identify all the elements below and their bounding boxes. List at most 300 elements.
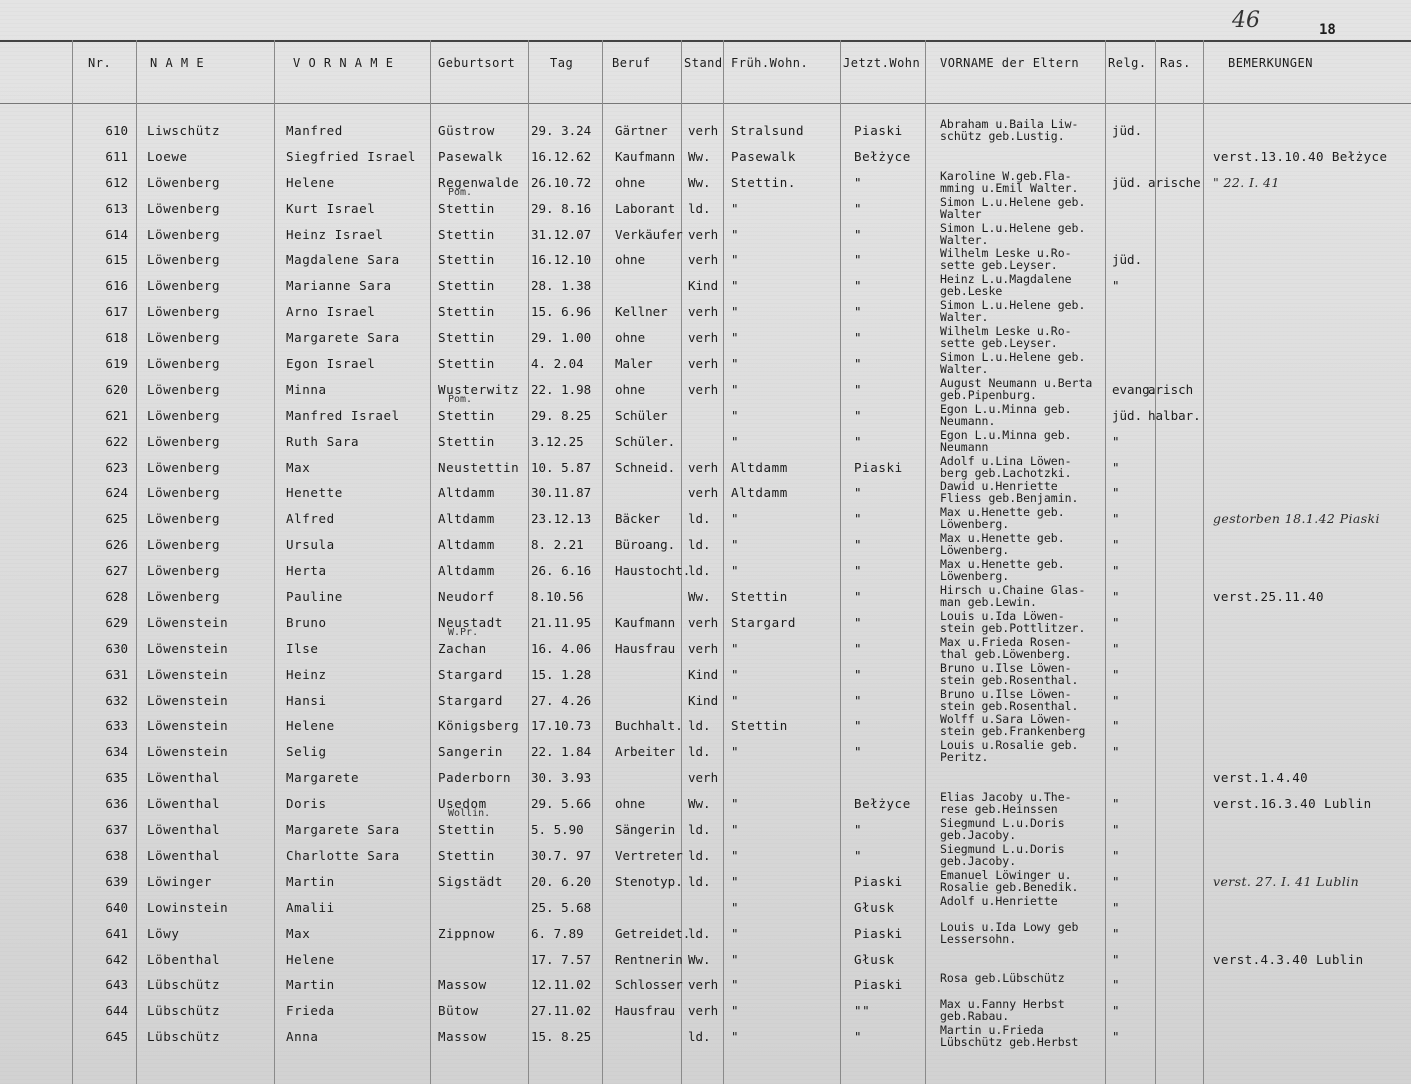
birthplace-cell: Pasewalk [438,148,504,164]
current-residence-cell: "" [854,1003,871,1019]
former-residence-cell: " [731,951,740,967]
occupation-cell: Schlosser [615,977,683,993]
parents-line-1-cell: Max u.Fanny Herbst [940,997,1065,1012]
remark-cell: verst.16.3.40 Lublin [1213,796,1372,812]
birth-date-cell: 15. 8.25 [531,1029,592,1045]
current-residence-cell: Głusk [854,899,895,915]
religion-cell: jüd. [1112,407,1143,423]
current-residence-cell: " [854,485,863,501]
parents-line-2-cell: Lübschütz geb.Herbst [940,1035,1079,1050]
former-residence-cell: " [731,822,740,838]
religion-cell: jüd. [1112,252,1143,268]
marital-status-cell: Ww. [688,148,711,164]
given-name-cell: Max [286,925,311,941]
former-residence-cell: " [731,252,740,268]
parents-line-1-cell: Egon L.u.Minna geb. [940,427,1072,442]
surname-cell: Löwenberg [147,330,221,346]
religion-cell: " [1112,925,1120,941]
header-tag: Tag [550,56,574,70]
given-name-cell: Kurt Israel [286,200,376,216]
current-residence-cell: Piaski [854,925,903,941]
parents-line-1-cell: Bruno u.Ilse Löwen- [940,660,1072,675]
occupation-cell: Gärtner [615,123,668,138]
birth-date-cell: 30. 3.93 [531,770,592,786]
religion-cell: " [1112,951,1120,967]
table-row [0,505,1411,535]
birthplace-cell: Neustettin [438,459,520,475]
former-residence-cell: Stargard [731,614,797,630]
table-row [0,220,1411,251]
parents-line-2-cell: stein geb.Pottlitzer. [940,620,1086,635]
remark-cell: verst.1.4.40 [1213,770,1309,786]
birth-date-cell: 15. 1.28 [531,666,592,682]
religion-cell: " [1112,666,1120,682]
row-number-cell: 630 [105,640,128,656]
header-geburtsort: Geburtsort [438,56,516,70]
parents-line-2-cell: Löwenberg. [940,569,1010,584]
parents-line-2-cell: sette geb.Leyser. [940,336,1058,351]
row-number-cell: 618 [105,330,128,346]
remark-cell: verst.13.10.40 Bełżyce [1213,148,1388,164]
header-eltern: VORNAME der Eltern [940,56,1080,70]
parents-line-1-cell: Dawid u.Henriette [940,479,1058,494]
birth-date-cell: 17.10.73 [531,718,592,734]
current-residence-cell: " [854,822,863,838]
given-name-cell: Marianne Sara [286,278,392,294]
religion-cell: " [1112,1029,1120,1045]
religion-cell: " [1112,459,1120,475]
surname-cell: Löwenstein [147,640,229,656]
parents-line-2-cell: thal geb.Löwenberg. [940,646,1072,661]
surname-cell: Löwenthal [147,770,221,786]
table-row [0,272,1411,302]
table-row [0,583,1411,613]
occupation-cell: Buchhalt. [615,718,683,734]
parents-line-1-cell: Max u.Frieda Rosen- [940,634,1072,649]
header-name: N A M E [150,56,205,70]
surname-cell: Löwenthal [147,796,221,812]
former-residence-cell: " [731,511,740,527]
birthplace-cell: Stettin [438,822,495,838]
current-residence-cell: " [854,511,863,527]
religion-cell: " [1112,614,1120,630]
parents-line-2-cell: Rosalie geb.Benedik. [940,879,1079,894]
marital-status-cell: ld. [688,537,711,553]
race-note-cell: halbar. [1148,407,1201,423]
header-jetzt-wohn: Jetzt.Wohn [843,56,921,70]
table-row [0,246,1411,276]
former-residence-cell: " [731,304,740,320]
current-residence-cell: Piaski [854,977,903,993]
current-residence-cell: " [854,614,863,630]
given-name-cell: Manfred [286,123,343,138]
parents-line-1-cell: Heinz L.u.Magdalene [940,272,1072,287]
parents-line-1-cell: Martin u.Frieda [940,1023,1044,1038]
given-name-cell: Ruth Sara [286,433,360,449]
register-rows [0,117,1411,1053]
parents-line-1-cell: Abraham u.Baila Liw- [940,117,1079,131]
birthplace-cell: Regenwalde [438,174,520,190]
row-number-cell: 638 [105,847,128,863]
current-residence-cell: " [854,226,863,242]
given-name-cell: Margarete Sara [286,330,400,346]
row-number-cell: 645 [105,1029,128,1045]
religion-cell: " [1112,847,1120,863]
table-row [0,531,1411,561]
marital-status-cell: Kind [688,666,719,682]
surname-cell: Löwenberg [147,563,221,579]
occupation-cell: ohne [615,174,646,190]
table-row [0,841,1411,872]
parents-line-2-cell: stein geb.Rosenthal. [940,672,1079,687]
given-name-cell: Manfred Israel [286,407,400,423]
surname-cell: Löwenberg [147,304,221,320]
parents-line-2-cell: Löwenberg. [940,517,1010,532]
religion-cell: " [1112,511,1120,527]
marital-status-cell: verh [688,304,719,320]
given-name-cell: Heinz Israel [286,226,384,242]
marital-status-cell: verh [688,356,719,372]
former-residence-cell: " [731,925,740,941]
table-row [0,298,1411,328]
row-number-cell: 620 [105,381,128,397]
surname-cell: Löwenstein [147,718,229,734]
row-number-cell: 617 [105,304,128,320]
birthplace-cell: Zippnow [438,925,495,941]
race-note-cell: arische [1148,174,1201,190]
religion-cell: " [1112,796,1120,812]
former-residence-cell: " [731,1003,740,1019]
religion-cell: " [1112,537,1120,553]
surname-cell: Lowinstein [147,899,229,915]
surname-cell: Loewe [147,148,188,164]
parents-line-1-cell: Louis u.Ida Lowy geb [940,919,1079,934]
parents-line-2-cell: Walter. [940,310,989,325]
marital-status-cell: verh [688,226,719,242]
birth-date-cell: 16.12.62 [531,148,592,164]
surname-cell: Löwenberg [147,485,221,501]
parents-line-1-cell: Siegmund L.u.Doris [940,841,1065,856]
table-row [0,997,1411,1027]
marital-status-cell: ld. [688,1029,711,1045]
current-residence-cell: " [854,1029,863,1045]
table-row [0,375,1411,406]
parents-line-2-cell: stein geb.Frankenberg [940,724,1086,739]
religion-cell: " [1112,640,1120,656]
birthplace-cell: Königsberg [438,718,520,734]
surname-cell: Löwenberg [147,356,221,372]
surname-cell: Löwenstein [147,692,229,708]
table-row [0,919,1411,950]
surname-cell: Löwenberg [147,226,221,242]
parents-line-1-cell: Wolff u.Sara Löwen- [940,712,1072,727]
row-number-cell: 613 [105,200,128,216]
former-residence-cell: Pasewalk [731,148,797,164]
birthplace-cell: Sigstädt [438,873,504,889]
birthplace-cell: Massow [438,977,487,993]
parents-line-2-cell: Lessersohn. [940,931,1017,946]
former-residence-cell: Stralsund [731,123,805,138]
given-name-cell: Henette [286,485,343,501]
marital-status-cell: Ww. [688,174,711,190]
former-residence-cell: " [731,200,740,216]
current-residence-cell: Bełżyce [854,148,911,164]
birthplace-cell: Stettin [438,200,495,216]
birth-date-cell: 20. 6.20 [531,873,592,889]
sheet-number: 18 [1319,22,1336,38]
parents-line-1-cell: Wilhelm Leske u.Ro- [940,324,1072,339]
parents-line-2-cell: Fliess geb.Benjamin. [940,491,1079,506]
table-row [0,350,1411,380]
religion-cell: " [1112,744,1120,760]
birth-date-cell: 31.12.07 [531,226,592,242]
religion-cell: " [1112,873,1120,889]
given-name-cell: Frieda [286,1003,335,1019]
parents-line-2-cell: Neumann [940,439,989,454]
table-row [0,950,1411,976]
header-rule [0,103,1411,104]
birthplace-cell: Stargard [438,692,504,708]
religion-cell: " [1112,692,1120,708]
birth-date-cell: 27.11.02 [531,1003,592,1019]
marital-status-cell: ld. [688,718,711,734]
parents-line-2-cell: stein geb.Rosenthal. [940,698,1079,713]
marital-status-cell: Kind [688,692,719,708]
occupation-cell: Büroang. [615,537,676,553]
row-number-cell: 623 [105,459,128,475]
remark-cell: verst. 27. I. 41 Lublin [1213,873,1360,889]
birth-date-cell: 30.11.87 [531,485,592,501]
given-name-cell: Pauline [286,589,343,605]
parents-line-1-cell: Adolf u.Henriette [940,893,1058,908]
parents-line-2-cell: geb.Leske [940,284,1003,299]
row-number-cell: 642 [105,951,128,967]
given-name-cell: Doris [286,796,327,812]
row-number-cell: 641 [105,925,128,941]
parents-line-1-cell: Bruno u.Ilse Löwen- [940,686,1072,701]
marital-status-cell: verh [688,640,719,656]
row-number-cell: 644 [105,1003,128,1019]
table-row [0,790,1411,820]
former-residence-cell: " [731,381,740,397]
table-row [0,893,1411,924]
current-residence-cell: " [854,666,863,682]
given-name-cell: Herta [286,563,327,579]
parents-line-2-cell: Walter [940,206,982,221]
birthplace-sub-cell: Pom. [448,393,473,405]
birth-date-cell: 29. 3.24 [531,123,592,138]
table-row [0,1023,1411,1053]
birth-date-cell: 12.11.02 [531,977,592,993]
marital-status-cell: verh [688,770,719,786]
row-number-cell: 635 [105,770,128,786]
former-residence-cell: " [731,1029,740,1045]
surname-cell: Löwenberg [147,252,221,268]
birth-date-cell: 16.12.10 [531,252,592,268]
occupation-cell: ohne [615,381,646,397]
occupation-cell: Kaufmann [615,614,676,630]
current-residence-cell: " [854,563,863,579]
occupation-cell: Getreidet. [615,925,691,941]
birthplace-cell: Stettin [438,226,495,242]
row-number-cell: 636 [105,796,128,812]
table-row [0,867,1411,898]
parents-line-1-cell: Max u.Henette geb. [940,505,1065,520]
current-residence-cell: " [854,718,863,734]
header-nr: Nr. [88,56,112,70]
current-residence-cell: " [854,381,863,397]
birthplace-cell: Stettin [438,356,495,372]
birth-date-cell: 16. 4.06 [531,640,592,656]
former-residence-cell: Altdamm [731,459,788,475]
former-residence-cell: " [731,278,740,294]
given-name-cell: Martin [286,873,335,889]
birth-date-cell: 17. 7.57 [531,951,592,967]
former-residence-cell: Stettin [731,589,788,605]
surname-cell: Lübschütz [147,1003,221,1019]
birth-date-cell: 29. 1.00 [531,330,592,346]
row-number-cell: 611 [105,148,128,164]
occupation-cell: Schneid. [615,459,676,475]
row-number-cell: 632 [105,692,128,708]
occupation-cell: Bäcker [615,511,661,527]
marital-status-cell: ld. [688,200,711,216]
parents-line-1-cell: Max u.Henette geb. [940,531,1065,546]
current-residence-cell: Piaski [854,123,903,138]
handwritten-page-number: 46 [1232,8,1260,33]
former-residence-cell: " [731,330,740,346]
birthplace-cell: Neudorf [438,589,495,605]
birthplace-cell: Stettin [438,304,495,320]
parents-line-1-cell: Siegmund L.u.Doris [940,816,1065,831]
current-residence-cell: " [854,537,863,553]
birth-date-cell: 29. 8.25 [531,407,592,423]
header-relig: Relg. [1108,56,1147,70]
row-number-cell: 621 [105,407,128,423]
table-row [0,117,1411,147]
birth-date-cell: 21.11.95 [531,614,592,630]
given-name-cell: Magdalene Sara [286,252,400,268]
birth-date-cell: 30.7. 97 [531,847,592,863]
birth-date-cell: 27. 4.26 [531,692,592,708]
birth-date-cell: 6. 7.89 [531,925,584,941]
birthplace-sub-cell: Wollin. [448,808,491,820]
occupation-cell: Rentnerin [615,951,683,967]
given-name-cell: Anna [286,1029,319,1045]
occupation-cell: Laborant [615,200,676,216]
religion-cell: " [1112,977,1120,993]
current-residence-cell: Bełżyce [854,796,911,812]
marital-status-cell: verh [688,977,719,993]
religion-cell: evang. [1112,381,1158,397]
birth-date-cell: 22. 1.84 [531,744,592,760]
row-number-cell: 634 [105,744,128,760]
occupation-cell: Arbeiter [615,744,676,760]
parents-line-2-cell: berg geb.Lachotzki. [940,465,1072,480]
parents-line-2-cell: man geb.Lewin. [940,595,1037,610]
parents-line-2-cell: Walter. [940,362,989,377]
occupation-cell: Hausfrau [615,1003,676,1019]
occupation-cell: ohne [615,330,646,346]
former-residence-cell: " [731,356,740,372]
birthplace-cell: Usedom [438,796,487,812]
occupation-cell: Kaufmann [615,148,676,164]
birth-date-cell: 29. 8.16 [531,200,592,216]
birthplace-cell: Altdamm [438,485,495,501]
former-residence-cell: Stettin. [731,174,797,190]
table-row [0,971,1411,1001]
former-residence-cell: " [731,899,740,915]
former-residence-cell: " [731,847,740,863]
occupation-cell: ohne [615,252,646,268]
current-residence-cell: " [854,304,863,320]
birth-date-cell: 25. 5.68 [531,899,592,915]
given-name-cell: Amalii [286,899,335,915]
religion-cell: " [1112,1003,1120,1019]
current-residence-cell: Piaski [854,873,903,889]
row-number-cell: 626 [105,537,128,553]
parents-line-1-cell: Egon L.u.Minna geb. [940,401,1072,416]
table-row [0,479,1411,509]
surname-cell: Löwenberg [147,407,221,423]
remark-cell: gestorben 18.1.42 Piaski [1213,511,1380,527]
current-residence-cell: " [854,356,863,372]
given-name-cell: Margarete [286,770,360,786]
occupation-cell: Schüler [615,407,668,423]
birth-date-cell: 4. 2.04 [531,356,584,372]
birthplace-cell: Altdamm [438,563,495,579]
given-name-cell: Margarete Sara [286,822,400,838]
given-name-cell: Ilse [286,640,319,656]
row-number-cell: 631 [105,666,128,682]
marital-status-cell: ld. [688,744,711,760]
current-residence-cell: " [854,433,863,449]
former-residence-cell: " [731,977,740,993]
surname-cell: Löwenberg [147,433,221,449]
current-residence-cell: Piaski [854,459,903,475]
marital-status-cell: ld. [688,925,711,941]
current-residence-cell: " [854,589,863,605]
given-name-cell: Hansi [286,692,327,708]
table-row [0,401,1411,432]
header-bemerkungen: BEMERKUNGEN [1228,56,1313,70]
surname-cell: Löwenstein [147,744,229,760]
parents-line-2-cell: schütz geb.Lustig. [940,129,1065,143]
given-name-cell: Bruno [286,614,327,630]
parents-line-2-cell: Neumann. [940,413,996,428]
parents-line-1-cell: Rosa geb.Lübschütz [940,971,1065,986]
row-number-cell: 629 [105,614,128,630]
row-number-cell: 624 [105,485,128,501]
table-row [0,324,1411,354]
marital-status-cell: verh [688,330,719,346]
marital-status-cell: ld. [688,873,711,889]
parents-line-2-cell: Löwenberg. [940,543,1010,558]
marital-status-cell: verh [688,614,719,630]
given-name-cell: Max [286,459,311,475]
birthplace-sub-cell: W.Pr. [448,626,479,638]
parents-line-2-cell: geb.Pipenburg. [940,387,1037,402]
current-residence-cell: " [854,200,863,216]
religion-cell: " [1112,563,1120,579]
former-residence-cell: " [731,744,740,760]
table-row [0,427,1411,458]
parents-line-1-cell: Emanuel Löwinger u. [940,867,1072,882]
row-number-cell: 643 [105,977,128,993]
row-number-cell: 625 [105,511,128,527]
birthplace-cell: Wusterwitz [438,381,520,397]
birthplace-cell: Paderborn [438,770,512,786]
